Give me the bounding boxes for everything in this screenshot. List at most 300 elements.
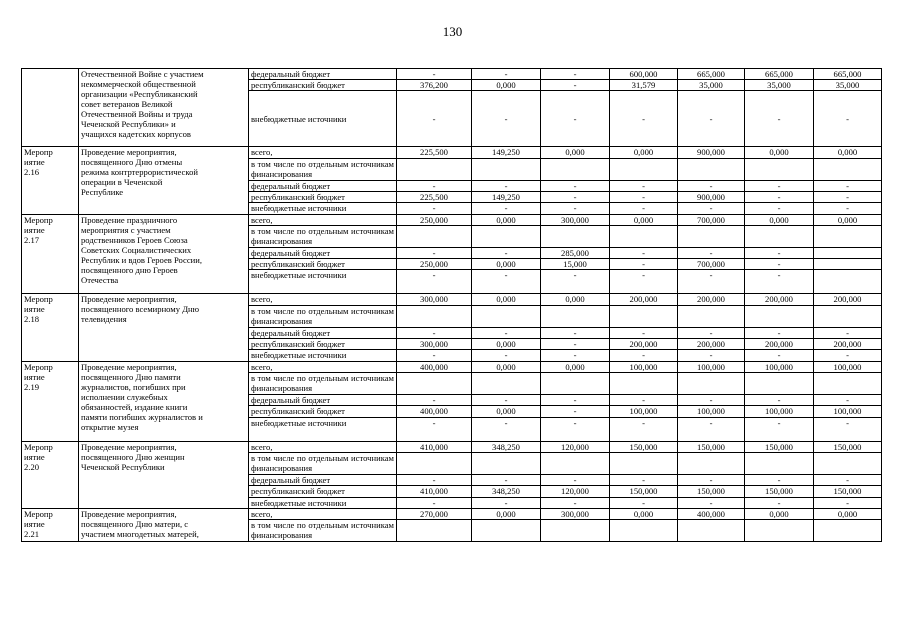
amount-cell: 250,000 [397,259,472,270]
amount-cell [541,519,610,541]
amount-cell [472,305,541,327]
amount-cell: 120,000 [541,441,610,452]
amount-cell: 150,000 [678,486,745,497]
event-name-line: Проведение мероприятия, [81,441,177,452]
amount-cell: 200,000 [745,294,814,305]
event-code-line: 2.16 [24,167,40,178]
event-code-line: 2.18 [24,314,40,325]
funding-source-cell: в том числе по отдельным источникам финансирования [249,452,397,474]
event-name-line: Республик и вдов Героев России, [81,254,203,265]
amount-cell: - [814,91,882,147]
amount-cell: 0,000 [472,508,541,519]
event-name-line: обязанностей, издание книги [81,401,188,412]
funding-source-cell: республиканский бюджет [249,339,397,350]
amount-cell: 270,000 [397,508,472,519]
amount-cell [541,225,610,247]
event-code-line: Меропр [24,147,53,158]
amount-cell: 149,250 [472,192,541,203]
amount-cell: - [610,270,678,294]
amount-cell: 0,000 [472,80,541,91]
amount-cell: - [472,248,541,259]
amount-cell: - [610,203,678,214]
amount-cell: - [541,180,610,191]
event-name-line: родственников Героев Союза [81,234,188,245]
funding-source-cell: всего, [249,214,397,225]
event-name-cell [79,147,249,214]
amount-cell: - [814,475,882,486]
event-code-cell [22,441,79,508]
event-code-line: иятие [24,157,45,168]
event-name-line: исполнении служебных [81,391,168,402]
amount-cell: 200,000 [610,339,678,350]
amount-cell: 665,000 [814,69,882,80]
amount-cell: - [678,270,745,294]
amount-cell [610,225,678,247]
amount-cell: 100,000 [610,406,678,417]
amount-cell: - [678,328,745,339]
amount-cell: - [541,350,610,361]
amount-cell: 150,000 [610,441,678,452]
amount-cell: 900,000 [678,147,745,158]
funding-source-cell: в том числе по отдельным источникам финансирования [249,225,397,247]
amount-cell: - [678,417,745,441]
amount-cell: - [745,248,814,259]
amount-cell: 35,000 [678,80,745,91]
event-name-line: некоммерческой общественной [81,79,196,89]
amount-cell [814,225,882,247]
funding-source-cell: внебюджетные источники [249,417,397,441]
amount-cell: - [745,350,814,361]
event-code-cell [22,147,79,214]
amount-cell: - [745,497,814,508]
amount-cell: - [610,192,678,203]
amount-cell: - [541,417,610,441]
table-row [22,147,882,158]
amount-cell: 150,000 [610,486,678,497]
amount-cell [814,372,882,394]
amount-cell: - [610,475,678,486]
amount-cell: - [610,350,678,361]
amount-cell: 285,000 [541,248,610,259]
amount-cell: - [397,203,472,214]
amount-cell: - [745,203,814,214]
amount-cell [610,305,678,327]
amount-cell [472,158,541,180]
amount-cell: 0,000 [814,214,882,225]
amount-cell: 665,000 [678,69,745,80]
amount-cell [745,158,814,180]
amount-cell [814,259,882,270]
amount-cell: 35,000 [814,80,882,91]
funding-source-cell: внебюджетные источники [249,91,397,147]
amount-cell: - [541,475,610,486]
amount-cell: 150,000 [678,441,745,452]
amount-cell: - [745,417,814,441]
amount-cell: - [814,192,882,203]
event-name-line: организации «Республиканский [81,89,198,99]
amount-cell: - [397,180,472,191]
amount-cell: 100,000 [814,406,882,417]
amount-cell: - [745,192,814,203]
amount-cell: - [541,406,610,417]
amount-cell [814,248,882,259]
amount-cell: - [678,475,745,486]
amount-cell: - [397,395,472,406]
amount-cell: 700,000 [678,214,745,225]
amount-cell: - [472,203,541,214]
amount-cell: 410,000 [397,486,472,497]
amount-cell: - [678,248,745,259]
funding-source-cell: внебюджетные источники [249,350,397,361]
amount-cell: 300,000 [397,339,472,350]
amount-cell [814,452,882,474]
event-name-line: режима контртеррористической [81,167,198,178]
event-name-cell [79,508,249,542]
event-code-line: иятие [24,304,45,315]
amount-cell: - [610,395,678,406]
amount-cell: 100,000 [814,361,882,372]
amount-cell [472,372,541,394]
amount-cell: 400,000 [678,508,745,519]
amount-cell [678,372,745,394]
amount-cell [472,519,541,541]
amount-cell: - [541,395,610,406]
funding-source-cell: федеральный бюджет [249,475,397,486]
amount-cell: - [814,328,882,339]
funding-source-cell: республиканский бюджет [249,406,397,417]
funding-source-cell: всего, [249,361,397,372]
amount-cell: 300,000 [541,214,610,225]
amount-cell [745,519,814,541]
event-code-line: Меропр [24,441,53,452]
amount-cell: - [745,180,814,191]
event-name-line: Советских Социалистических [81,244,192,255]
amount-cell [397,519,472,541]
amount-cell [541,158,610,180]
table-row [22,361,882,372]
funding-source-cell: внебюджетные источники [249,270,397,294]
event-name-line: памяти погибших журналистов и [81,411,203,422]
funding-source-cell: республиканский бюджет [249,486,397,497]
event-code-line: Меропр [24,214,53,225]
event-code-cell [22,361,79,441]
amount-cell: 0,000 [814,147,882,158]
amount-cell [541,305,610,327]
amount-cell [678,158,745,180]
amount-cell: 150,000 [745,486,814,497]
amount-cell: 100,000 [745,406,814,417]
funding-source-cell: федеральный бюджет [249,395,397,406]
amount-cell: - [397,417,472,441]
event-code-line: иятие [24,371,45,382]
funding-source-cell: федеральный бюджет [249,69,397,80]
amount-cell: 150,000 [814,486,882,497]
funding-source-cell: федеральный бюджет [249,248,397,259]
amount-cell: - [745,328,814,339]
amount-cell: - [397,497,472,508]
amount-cell: - [745,475,814,486]
event-name-cell [79,69,249,147]
event-name-line: учащихся кадетских корпусов [81,129,191,139]
amount-cell: 348,250 [472,441,541,452]
event-code-line: 2.17 [24,234,40,245]
event-name-cell [79,441,249,508]
event-name-line: Отечественной Войне с участием [81,69,204,79]
amount-cell [678,305,745,327]
amount-cell [397,452,472,474]
amount-cell: - [397,91,472,147]
table-row [22,441,882,452]
event-name-line: Проведение мероприятия, [81,508,177,519]
amount-cell: 15,000 [541,259,610,270]
amount-cell: 300,000 [541,508,610,519]
amount-cell [397,305,472,327]
event-name-cell [79,361,249,441]
amount-cell: - [610,328,678,339]
amount-cell: - [610,248,678,259]
event-name-line: посвященного Дню отмены [81,157,183,168]
amount-cell: - [678,350,745,361]
event-name-line: посвященного Дню женщин [81,451,185,462]
amount-cell: - [745,91,814,147]
amount-cell: 0,000 [472,259,541,270]
amount-cell [745,372,814,394]
amount-cell: - [472,91,541,147]
amount-cell: 120,000 [541,486,610,497]
funding-source-cell: всего, [249,147,397,158]
amount-cell [610,158,678,180]
event-code-line: иятие [24,518,45,529]
amount-cell: 31,579 [610,80,678,91]
funding-source-cell: в том числе по отдельным источникам финансирования [249,372,397,394]
amount-cell: - [472,395,541,406]
event-code-line: 2.20 [24,461,40,472]
amount-cell [610,372,678,394]
amount-cell: - [814,180,882,191]
amount-cell: 0,000 [745,508,814,519]
amount-cell: - [610,180,678,191]
amount-cell: 250,000 [397,214,472,225]
amount-cell: - [541,270,610,294]
amount-cell [397,158,472,180]
event-code-line: Меропр [24,508,53,519]
funding-source-cell: всего, [249,441,397,452]
event-name-line: Проведение мероприятия, [81,147,177,158]
amount-cell: - [678,395,745,406]
amount-cell: 0,000 [745,147,814,158]
amount-cell: 400,000 [397,361,472,372]
event-name-line: Чеченской Республики» и [81,119,176,129]
amount-cell: - [541,328,610,339]
amount-cell [814,305,882,327]
event-code-line: 2.21 [24,528,40,539]
amount-cell: 400,000 [397,406,472,417]
amount-cell: 200,000 [814,339,882,350]
amount-cell: - [541,192,610,203]
table-row [22,214,882,225]
event-name-line: посвященного всемирному Дню [81,304,200,315]
amount-cell: - [397,350,472,361]
amount-cell: - [472,417,541,441]
event-name-line: телевидения [81,314,127,325]
amount-cell: - [745,395,814,406]
amount-cell: - [541,80,610,91]
amount-cell [397,225,472,247]
funding-source-cell: федеральный бюджет [249,180,397,191]
table-row [22,69,882,80]
event-name-line: операции в Чеченской [81,177,163,188]
amount-cell [610,452,678,474]
funding-source-cell: в том числе по отдельным источникам финансирования [249,158,397,180]
funding-source-cell: всего, [249,508,397,519]
event-code-line: иятие [24,451,45,462]
amount-cell [610,519,678,541]
amount-cell: - [678,203,745,214]
amount-cell: - [814,417,882,441]
amount-cell: 225,500 [397,147,472,158]
amount-cell: - [610,417,678,441]
funding-source-cell: республиканский бюджет [249,192,397,203]
amount-cell: 100,000 [678,406,745,417]
amount-cell: 0,000 [610,147,678,158]
amount-cell: 300,000 [397,294,472,305]
event-name-line: посвященного Дню памяти [81,371,181,382]
page-number: 130 [442,24,463,39]
funding-source-cell: федеральный бюджет [249,328,397,339]
amount-cell: 100,000 [678,361,745,372]
amount-cell: 100,000 [745,361,814,372]
amount-cell: 348,250 [472,486,541,497]
event-name-line: совет ветеранов Великой [81,99,173,109]
amount-cell: 150,000 [745,441,814,452]
funding-source-cell: внебюджетные источники [249,497,397,508]
amount-cell: 0,000 [745,214,814,225]
event-name-line: мероприятия с участием [81,224,171,235]
event-name-line: Республике [81,187,124,198]
amount-cell [678,225,745,247]
amount-cell: - [541,91,610,147]
amount-cell: 700,000 [678,259,745,270]
amount-cell [814,519,882,541]
amount-cell: - [472,475,541,486]
amount-cell: 665,000 [745,69,814,80]
amount-cell [814,158,882,180]
amount-cell [745,225,814,247]
amount-cell [814,270,882,294]
amount-cell: - [397,248,472,259]
amount-cell: 150,000 [814,441,882,452]
event-name-line: участием многодетных матерей, [81,528,199,539]
amount-cell: 0,000 [472,214,541,225]
amount-cell: - [678,91,745,147]
event-name-line: Отечественной Войны и труда [81,109,193,119]
event-name-line: Чеченской Республики [81,461,165,472]
event-name-line: Отечества [81,274,119,285]
amount-cell: - [472,350,541,361]
amount-cell: 0,000 [610,214,678,225]
amount-cell: 200,000 [814,294,882,305]
funding-source-cell: республиканский бюджет [249,80,397,91]
amount-cell: - [678,497,745,508]
amount-cell: 0,000 [814,508,882,519]
funding-source-cell: всего, [249,294,397,305]
amount-cell [472,225,541,247]
amount-cell [678,452,745,474]
event-name-line: открытие музея [81,421,139,432]
amount-cell: - [814,350,882,361]
amount-cell: 0,000 [472,406,541,417]
event-name-line: посвященного Дню матери, с [81,518,189,529]
amount-cell: 0,000 [541,361,610,372]
budget-table [21,68,882,542]
amount-cell: 410,000 [397,441,472,452]
funding-source-cell: внебюджетные источники [249,203,397,214]
amount-cell: - [472,69,541,80]
event-code-line: Меропр [24,361,53,372]
amount-cell [745,305,814,327]
amount-cell [541,452,610,474]
event-name-line: Проведение мероприятия, [81,294,177,305]
amount-cell: 600,000 [610,69,678,80]
amount-cell: 149,250 [472,147,541,158]
event-name-line: посвященного дню Героев [81,264,178,275]
amount-cell: - [745,270,814,294]
amount-cell: 100,000 [610,361,678,372]
amount-cell: 0,000 [472,294,541,305]
amount-cell: 0,000 [541,147,610,158]
amount-cell [678,519,745,541]
event-code-line: 2.19 [24,381,40,392]
event-code-line: иятие [24,224,45,235]
amount-cell: - [814,497,882,508]
amount-cell: - [678,180,745,191]
amount-cell: - [610,497,678,508]
funding-source-cell: в том числе по отдельным источникам финансирования [249,519,397,541]
amount-cell: - [472,328,541,339]
amount-cell: - [397,69,472,80]
amount-cell: 200,000 [745,339,814,350]
amount-cell: - [541,497,610,508]
amount-cell [397,372,472,394]
amount-cell: - [745,259,814,270]
amount-cell: - [397,270,472,294]
amount-cell [472,452,541,474]
amount-cell: - [541,203,610,214]
amount-cell: 200,000 [678,294,745,305]
amount-cell: 225,500 [397,192,472,203]
amount-cell: - [472,497,541,508]
amount-cell: - [472,270,541,294]
event-code-line: Меропр [24,294,53,305]
event-name-line: Проведение праздничного [81,214,178,225]
amount-cell [745,452,814,474]
amount-cell: - [610,259,678,270]
amount-cell [541,372,610,394]
event-name-line: Проведение мероприятия, [81,361,177,372]
amount-cell: - [472,180,541,191]
table-row [22,294,882,305]
amount-cell: 0,000 [472,339,541,350]
event-code-cell [22,294,79,361]
amount-cell: - [814,203,882,214]
event-code-cell [22,69,79,147]
event-name-line: журналистов, погибших при [81,381,186,392]
amount-cell: - [610,91,678,147]
amount-cell: - [397,328,472,339]
event-name-cell [79,294,249,361]
amount-cell: 0,000 [610,508,678,519]
amount-cell: 0,000 [472,361,541,372]
